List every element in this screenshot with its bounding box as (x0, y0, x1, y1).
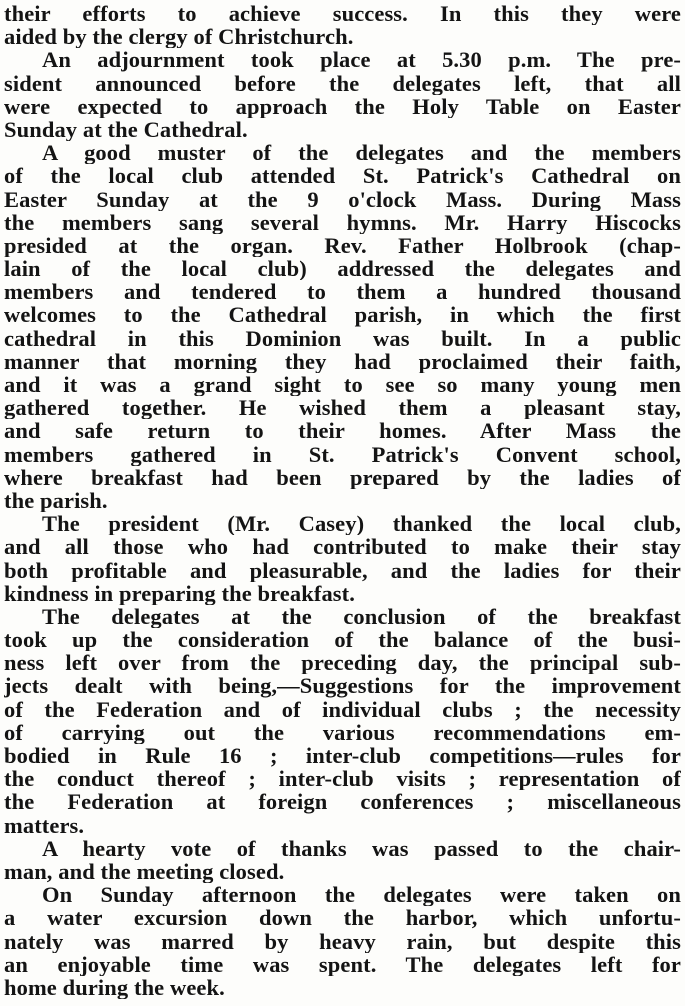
text-line: jects dealt with being,—Suggestions for the improvement (4, 674, 681, 698)
text-line: and safe return to their homes. After Mass the (4, 419, 681, 443)
text-line: the conduct thereof ; inter-club visits ; representation of (4, 767, 681, 791)
text-line: ness left over from the preceding day, the principal sub- (4, 651, 681, 675)
text-line: lain of the local club) addressed the delegates and (4, 257, 681, 281)
text-line: where breakfast had been prepared by the ladies of (4, 465, 681, 489)
text-line: cathedral in this Dominion was built. In a public (4, 326, 681, 350)
text-line: man, and the meeting closed. (4, 859, 285, 884)
text-line: their efforts to achieve success. In this they were (4, 2, 681, 26)
text-line: gathered together. He wished them a pleasant stay, (4, 396, 681, 420)
text-line: welcomes to the Cathedral parish, in which the first (4, 303, 681, 327)
text-line: On Sunday afternoon the delegates were taken on (42, 883, 681, 907)
paragraph-4 (4, 512, 681, 605)
text-line: both profitable and pleasurable, and the ladies for their (4, 558, 681, 582)
paragraph-2 (4, 48, 681, 141)
text-line: of the local club attended St. Patrick's Cathedral on (4, 164, 681, 188)
text-line: nately was marred by heavy rain, but despite this (4, 929, 681, 953)
text-line: matters. (4, 813, 85, 837)
text-line: The president (Mr. Casey) thanked the local club, (42, 512, 681, 536)
text-line: and it was a grand sight to see so many young men (4, 373, 681, 397)
article-column (4, 2, 681, 999)
text-line: manner that morning they had proclaimed their faith, (4, 349, 681, 373)
text-line: a water excursion down the harbor, which unfortu- (4, 906, 681, 930)
text-line: presided at the organ. Rev. Father Holbrook (chap- (4, 233, 681, 258)
text-line: The delegates at the conclusion of the breakfast (42, 604, 681, 629)
text-line: members and tendered to them a hundred thousand (4, 280, 681, 304)
text-line: and all those who had contributed to make their stay (4, 535, 681, 559)
text-line: sident announced before the delegates left, that all (4, 71, 681, 95)
text-line: the parish. (4, 488, 108, 513)
paragraph-7 (4, 883, 681, 999)
text-line: an enjoyable time was spent. The delegates left for (4, 952, 681, 976)
paragraph-1 (4, 2, 681, 48)
text-line: aided by the clergy of Christchurch. (4, 25, 354, 49)
text-line: were expected to approach the Holy Table on Easter (4, 94, 681, 118)
text-line: An adjournment took place at 5.30 p.m. The pre- (42, 48, 681, 72)
text-line: of carrying out the various recommendations em- (4, 720, 681, 744)
text-line: kindness in preparing the breakfast. (4, 581, 355, 605)
text-line: the members sang several hymns. Mr. Harry Hiscocks (4, 210, 681, 234)
text-line: A good muster of the delegates and the members (42, 141, 681, 165)
paragraph-3 (4, 141, 681, 512)
text-line: home during the week. (4, 975, 225, 1000)
paragraph-6 (4, 837, 681, 883)
text-line: Sunday at the Cathedral. (4, 117, 248, 142)
text-line: members gathered in St. Patrick's Convent school, (4, 442, 681, 466)
paragraph-5 (4, 605, 681, 837)
text-line: the Federation at foreign conferences ; miscellaneous (4, 790, 681, 814)
text-line: A hearty vote of thanks was passed to the chair- (42, 836, 681, 860)
text-line: bodied in Rule 16 ; inter-club competitions—rules for (4, 744, 681, 768)
text-line: took up the consideration of the balance of the busi- (4, 628, 681, 652)
text-line: Easter Sunday at the 9 o'clock Mass. During Mass (4, 187, 681, 211)
text-line: of the Federation and of individual clubs ; the necessity (4, 697, 681, 721)
